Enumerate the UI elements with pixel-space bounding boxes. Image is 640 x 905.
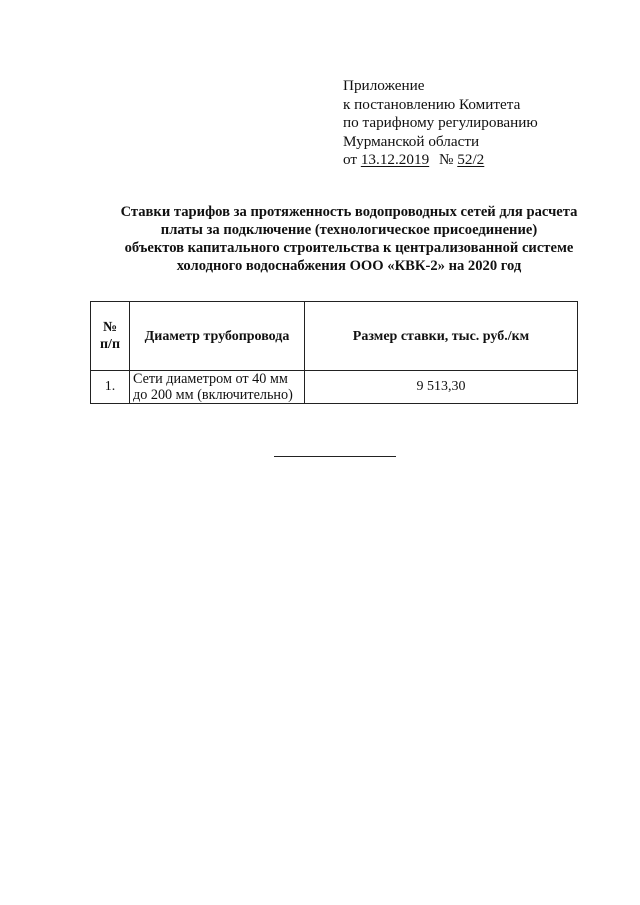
appendix-header [343,77,603,170]
table-header-row [91,302,578,371]
appendix-line: Мурманской области [343,132,480,150]
date-prefix: от [343,151,358,168]
header-num [91,302,130,371]
tariff-table [90,301,578,404]
table-row [91,371,578,404]
cell-diameter-line1: Сети диаметром от 40 мм [133,371,288,387]
header-num-line2: п/п [99,337,121,352]
appendix-line: по тарифному регулированию [343,114,538,131]
cell-diameter-line2: до 200 мм (включительно) [133,387,293,403]
title-line: Ставки тарифов за протяженность водопроводных сетей для расчета [120,204,578,220]
cell-rate: 9 513,30 [305,371,578,404]
appendix-line: к постановлению Комитета [343,95,521,113]
appendix-line: Приложение [343,77,425,94]
appendix-date-line [343,151,603,170]
header-rate: Размер ставки, тыс. руб./км [305,302,578,371]
resolution-number: 52/2 [457,151,485,168]
header-diameter: Диаметр трубопровода [130,302,305,371]
resolution-date: 13.12.2019 [360,151,430,168]
cell-num: 1. [91,371,130,404]
title-line: платы за подключение (технологическое присоединение) [160,222,538,238]
cell-diameter [130,371,305,404]
separator-line [274,456,396,457]
title-line: объектов капитального строительства к централизованной системе [124,240,574,256]
number-sign: № [438,151,454,168]
document-title [60,203,638,275]
title-line: холодного водоснабжения ООО «КВК-2» на 2020 год [176,258,522,274]
header-num-line1: № [102,320,118,335]
